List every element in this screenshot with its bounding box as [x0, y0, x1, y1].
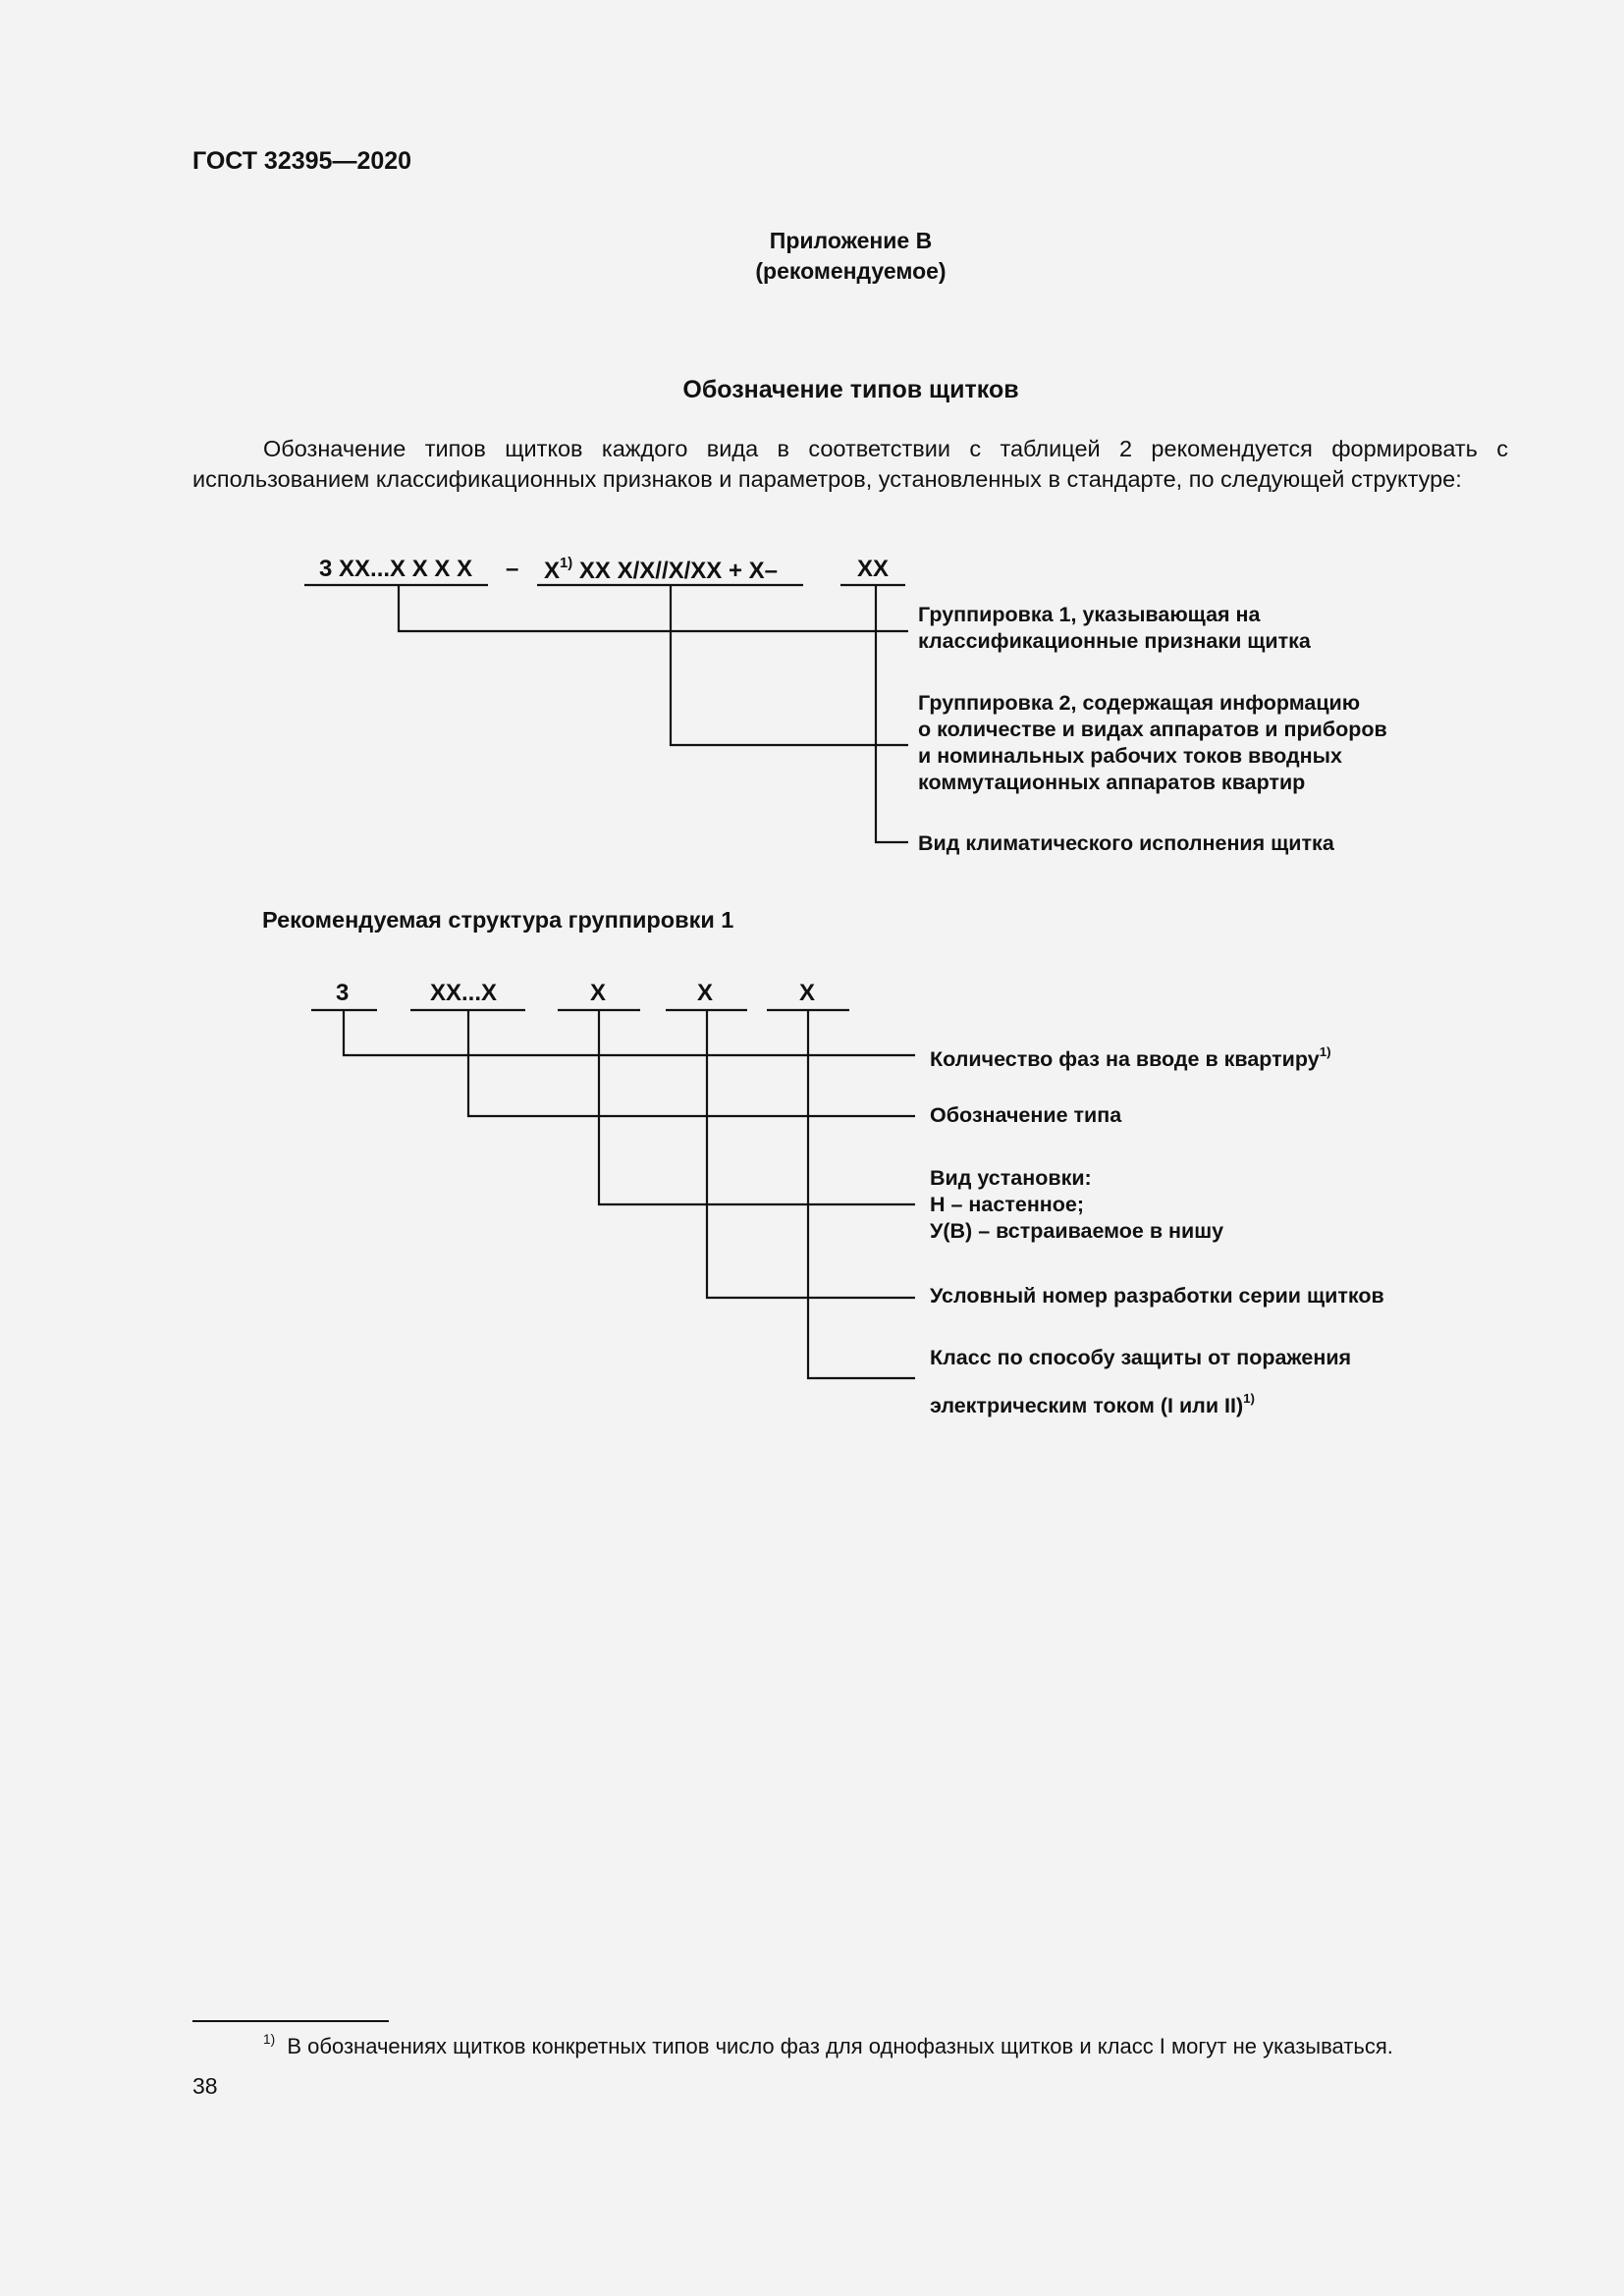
series-connector	[707, 1010, 915, 1298]
type-label: Обозначение типа	[930, 1103, 1122, 1127]
phases-label: Количество фаз на вводе в квартиру$^{1)}$	[930, 1044, 1331, 1071]
group2-code: $X^{1)}$ XX X/X//X/XX + X–	[544, 556, 779, 585]
install-connector	[599, 1010, 915, 1204]
standard-header: ГОСТ 32395—2020	[192, 147, 412, 175]
install-label: Вид установки: Н – настенное; У(В) – встраиваемое в нишу	[930, 1166, 1224, 1243]
group3-connector	[876, 585, 908, 842]
code-phases: 3	[336, 980, 350, 1006]
group3-code: XX	[857, 556, 890, 582]
appendix-status: (рекомендуемое)	[755, 258, 947, 284]
code-class: X	[799, 980, 816, 1006]
footnote: $^{1)}$ В обозначениях щитков конкретных типов число фаз для однофазных щитков и класс I могут не указываться.	[263, 2032, 1393, 2059]
group1-code: 3 XX...X X X X	[319, 556, 473, 582]
class-connector	[808, 1010, 915, 1378]
type-connector	[468, 1010, 915, 1116]
footnote-rule	[192, 2020, 389, 2022]
group2-connector	[671, 585, 908, 745]
group2-label: Группировка 2, содержащая информацию о количестве и видах аппаратов и приборов и номинальных рабочих токов вводных коммутационных аппаратов квартир	[918, 691, 1387, 794]
code-type: XX...X	[430, 980, 498, 1006]
group1-connector	[399, 585, 908, 631]
class-label: Класс по способу защиты от поражения электрическим током (I или II)$^{1)}$	[930, 1346, 1352, 1417]
group3-label: Вид климатического исполнения щитка	[918, 831, 1334, 855]
grouping1-subtitle: Рекомендуемая структура группировки 1	[262, 907, 734, 933]
group1-label: Группировка 1, указывающая на классификационные признаки щитка	[918, 603, 1311, 653]
appendix-title: Приложение В	[769, 228, 933, 253]
page-number: 38	[192, 2073, 218, 2099]
section-title: Обозначение типов щитков	[682, 376, 1019, 403]
phases-connector	[344, 1010, 915, 1055]
series-label: Условный номер разработки серии щитков	[930, 1284, 1384, 1308]
separator-dash: –	[506, 556, 519, 582]
code-install: X	[590, 980, 607, 1006]
intro-paragraph: Обозначение типов щитков каждого вида в соответствии с таблицей 2 рекомендуется формировать с использованием классификационных признаков и параметров, установленных в стандарте, по следующей структуре:	[192, 436, 1508, 492]
code-series: X	[697, 980, 714, 1006]
